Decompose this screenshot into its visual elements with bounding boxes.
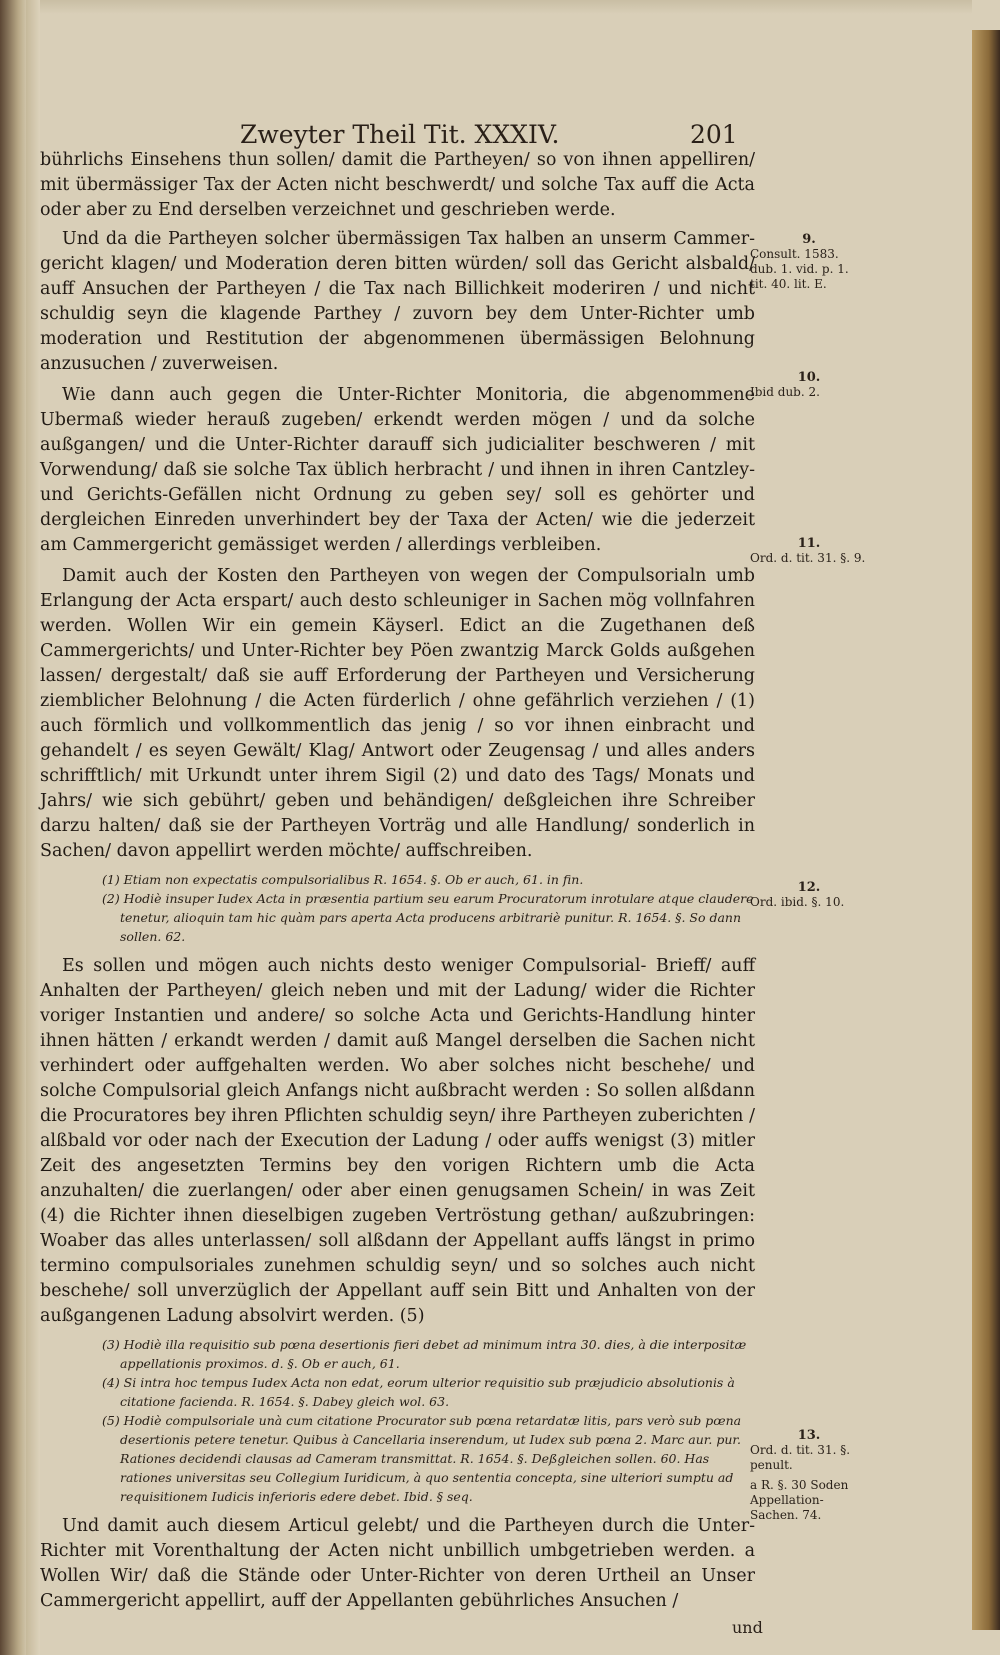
marginal-note: [750, 370, 868, 400]
footnotes-group: [70, 870, 755, 946]
paragraph: Und da die Partheyen solcher übermässigen Tax halben an unserm Cammer-gericht klagen/ und Moderation deren bitten würden/ soll das Gericht alsbald/ auff Ansuchen der Partheyen / die Tax nach Billichkeit moderiren / und nicht schuldig seyn die klagende Parthey / zuvorn bey dem Unter-Richter umb moderation und Restitution der abgenommenen übermässigen Belohnung anzusuchen / zuverweisen.: [40, 229, 755, 374]
page-edge: [972, 30, 1000, 1630]
catchword: und: [732, 1618, 763, 1637]
marginal-note: [750, 1428, 868, 1473]
binding-gutter: [0, 0, 26, 1655]
paragraph: Wie dann auch gegen die Unter-Richter Monitoria, die abgenommene Ubermaß wieder herauß zugeben/ erkendt werden mögen / und da solche außgangen/ und die Unter-Richter darauff sich judicialiter beschweren / mit Vorwendung/ daß sie solche Tax üblich herbracht / und ihnen in ihren Cantzley- und Gerichts-Gefällen nicht Ordnung zu geben sey/ soll es gehörter und dergleichen Einreden unverhindert bey der Taxa der Acten/ wie die jederzeit am Cammergericht gemässiget werden / allerdings verbleiben.: [40, 385, 755, 555]
marginal-number: 13.: [797, 1428, 821, 1443]
paragraph: Es sollen und mögen auch nichts desto weniger Compulsorial- Brieff/ auff Anhalten der Partheyen/ gleich neben und mit der Ladung/ wider die Richter voriger Instantien und andere/ so solche Acta und Gerichts-Handlung hinter ihnen hätten / erkandt werden / damit auß Mangel derselben die Sachen nicht verhindert oder auffgehalten werden. Wo aber solches nicht beschehe/ und solche Compulsorial gleich Anfangs nicht außbracht werden : So sollen alßdann die Procuratores bey ihren Pflichten schuldig seyn/ ihre Partheyen zuberichten / alßbald vor oder nach der Execution der Ladung / oder auffs wenigst (3) mitler Zeit des angesetzten Termins bey den vorigen Richtern umb die Acta anzuhalten/ die zuerlangen/ oder aber einen genugsamen Schein/ in was Zeit (4) die Richter ihnen dieselbigen zugeben Vertröstung gethan/ außzubringen: Woaber das alles unterlassen/ soll alßdann der Appellant auffs längst in primo termino compulsoriales zunehmen schuldig seyn/ und so solches auch nicht beschehe/ soll unverzüglich der Appellant auff sein Bitt und Anhalten von der außgangenen Ladung absolvirt werden. (5): [40, 956, 755, 1326]
paragraph: Damit auch der Kosten den Partheyen von wegen der Compulsorialn umb Erlangung der Acta erspart/ auch desto schleuniger in Sachen mög vollnfahren werden. Wollen Wir ein gemein Käyserl. Edict an die Zugethanen deß Cammergerichts/ und Unter-Richter bey Pöen zwantzig Marck Golds außgehen lassen/ dergestalt/ daß sie auff Erforderung der Partheyen und Versicherung ziemblicher Belohnung / die Acten fürderlich / ohne gefährlich verziehen / (1) auch förmlich und vollkommentlich das jenig / so vor ihnen einbracht und gehandelt / es seyen Gewält/ Klag/ Antwort oder Zeugensag / und alles anders schrifftlich/ mit Urkundt unter ihrem Sigil (2) und dato des Tags/ Monats und Jahrs/ wie sich gebührt/ geben und behändigen/ deßgleichen ihre Schreiber darzu halten/ daß sie der Partheyen Vorträg und alle Handlung/ sonderlich in Sachen/ davon appellirt werden möchte/ auffschreiben.: [40, 566, 755, 861]
footnotes-group: [70, 1335, 755, 1506]
footnote: (4) Si intra hoc tempus Iudex Acta non edat, eorum ulterior requisitio sub præjudicio absolutionis à citatione facienda. R. 1654. §. Dabey gleich wol. 63.: [102, 1375, 735, 1409]
marginal-number: 12.: [797, 880, 821, 895]
marginal-text: Ord. ibid. §. 10.: [750, 895, 845, 909]
paragraph: bührlichs Einsehens thun sollen/ damit die Partheyen/ so von ihnen appelliren/ mit übermässiger Tax der Acten nicht beschwerdt/ und solche Tax auff die Acta oder aber zu End derselben verzeichnet und geschrieben werde.: [40, 150, 755, 220]
running-title: Zweyter Theil Tit. XXXIV.: [240, 120, 560, 149]
marginal-text: Ord. d. tit. 31. §. 9.: [750, 551, 866, 565]
marginal-number: 9.: [802, 232, 816, 247]
footnote: (2) Hodiè insuper Iudex Acta in præsentia partium seu earum Procuratorum inrotulare atque claudere tenetur, alioquin tam hic quàm pars aperta Acta producens arbitrariè punitur. R. 1654. §. So dann sollen. 62.: [102, 891, 754, 944]
paragraph: Und damit auch diesem Articul gelebt/ und die Partheyen durch die Unter-Richter mit Vorenthaltung der Acten nicht unbillich umbgetrieben werden. a Wollen Wir/ daß die Stände oder Unter-Richter von deren Urtheil an Unser Cammergericht appellirt, auff der Appellanten gebührliches Ansuchen /: [40, 1516, 755, 1611]
marginal-note: [750, 880, 868, 910]
top-edge: [40, 0, 972, 14]
main-text: [40, 148, 755, 1614]
marginal-note: [750, 1478, 868, 1523]
footnote: (1) Etiam non expectatis compulsorialibus R. 1654. §. Ob er auch, 61. in fin.: [102, 872, 584, 887]
marginal-text: Ord. d. tit. 31. §. penult.: [750, 1443, 851, 1472]
marginal-note: [750, 536, 868, 566]
marginal-text: Consult. 1583. dub. 1. vid. p. 1. tit. 40. lit. E.: [750, 247, 849, 291]
footnote: (5) Hodiè compulsoriale unà cum citatione Procurator sub pœna retardatæ litis, pars verò sub pœna desertionis petere tenetur. Quibus à Cancellaria inserendum, ut Iudex sub pœna 2. Marc aur. pur. Rationes decidendi clausas ad Cameram transmittat. R. 1654. §. Deßgleichen sollen. 60. Has rationes universitas seu Collegium Iuridicum, à quo sententia concepta, sine ulteriori sumptu ad requisitionem Iudicis inferioris edere debet. Ibid. § seq.: [102, 1413, 742, 1504]
page-fold: [26, 0, 40, 1655]
marginal-number: 11.: [797, 536, 821, 551]
marginal-text: Ibid dub. 2.: [750, 385, 820, 399]
marginal-note: [750, 232, 868, 292]
marginal-number: 10.: [797, 370, 821, 385]
footnote: (3) Hodiè illa requisitio sub pœna desertionis fieri debet ad minimum intra 30. dies, à die interpositæ appellationis proximos. d. §. Ob er auch, 61.: [102, 1337, 747, 1371]
page-number: 201: [690, 120, 738, 149]
marginal-text: a R. §. 30 Soden Appellation-Sachen. 74.: [750, 1478, 849, 1522]
